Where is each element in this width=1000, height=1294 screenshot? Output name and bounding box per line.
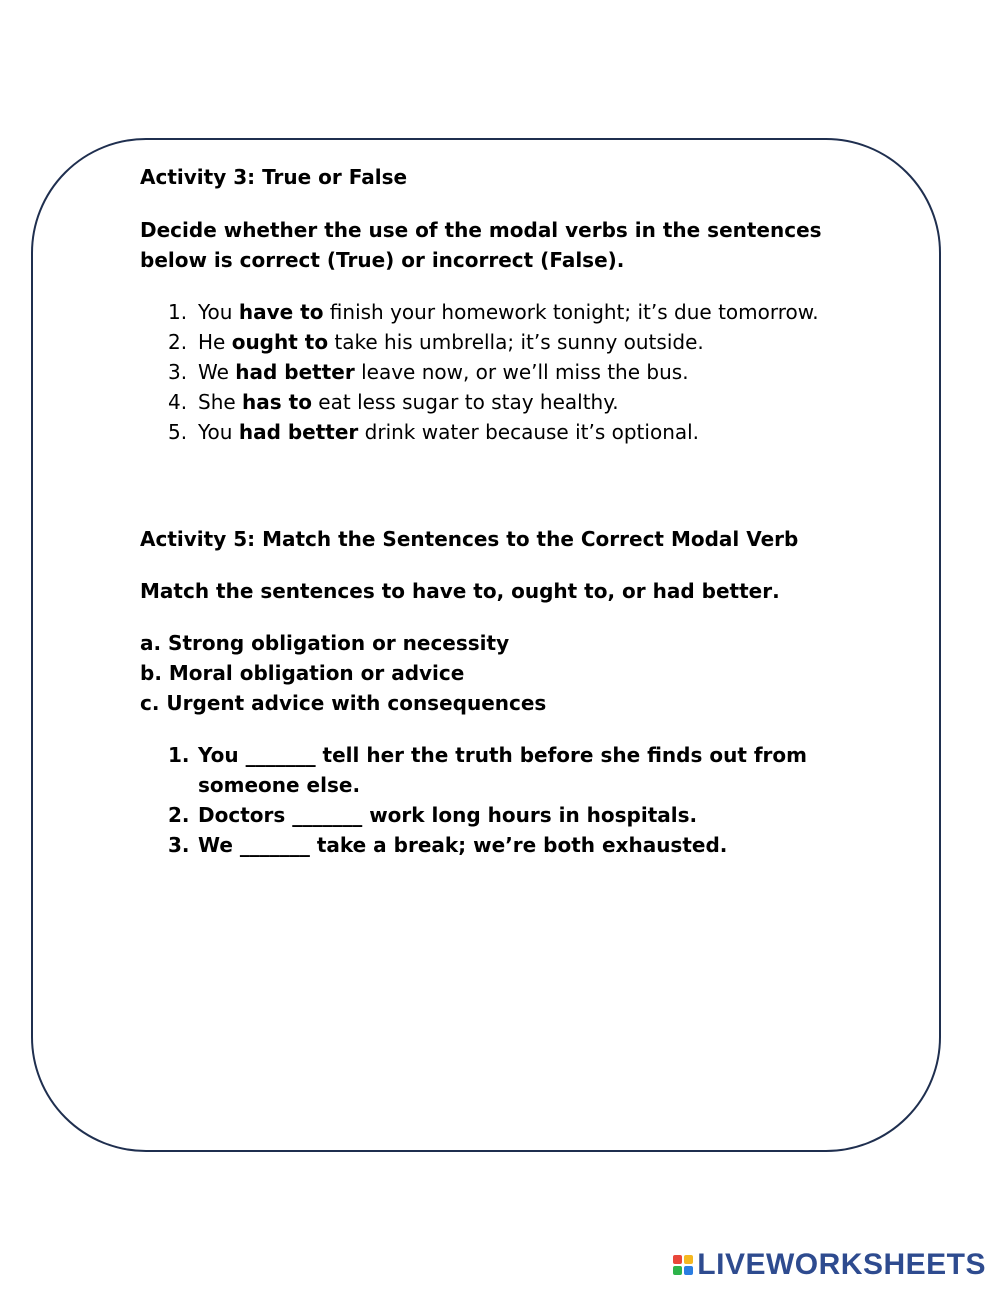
list-item: 2. He ought to take his umbrella; it’s sunny outside. xyxy=(168,330,704,354)
activity5-instruction: Match the sentences to have to, ought to, or had better. xyxy=(140,579,780,603)
list-item: 3. We _______ take a break; we’re both exhausted. xyxy=(168,833,728,857)
liveworksheets-brand xyxy=(673,1248,986,1282)
activity3-instruction: Decide whether the use of the modal verbs in the sentences below is correct (True) or incorrect (False). xyxy=(140,218,822,272)
activity3-list xyxy=(140,297,840,447)
option-a: a. Strong obligation or necessity xyxy=(140,631,510,655)
list-item: 2. Doctors _______ work long hours in hospitals. xyxy=(168,803,698,827)
activity5-list xyxy=(140,740,840,860)
list-item: 3. We had better leave now, or we’ll miss the bus. xyxy=(168,360,689,384)
option-b: b. Moral obligation or advice xyxy=(140,661,465,685)
activity3-title: Activity 3: True or False xyxy=(140,165,408,189)
liveworksheets-logo-icon xyxy=(673,1255,693,1275)
list-item: 5. You had better drink water because it’s optional. xyxy=(168,420,700,444)
list-item: 4. She has to eat less sugar to stay healthy. xyxy=(168,390,619,414)
activity5-options xyxy=(140,628,840,718)
worksheet-content xyxy=(140,162,840,860)
activity5-title: Activity 5: Match the Sentences to the Correct Modal Verb xyxy=(140,527,799,551)
brand-text: LIVEWORKSHEETS xyxy=(697,1248,986,1281)
list-item: 1. You have to finish your homework tonight; it’s due tomorrow. xyxy=(168,300,819,324)
option-c: c. Urgent advice with consequences xyxy=(140,691,547,715)
list-item: 1. You _______ tell her the truth before she finds out from someone else. xyxy=(168,743,808,797)
